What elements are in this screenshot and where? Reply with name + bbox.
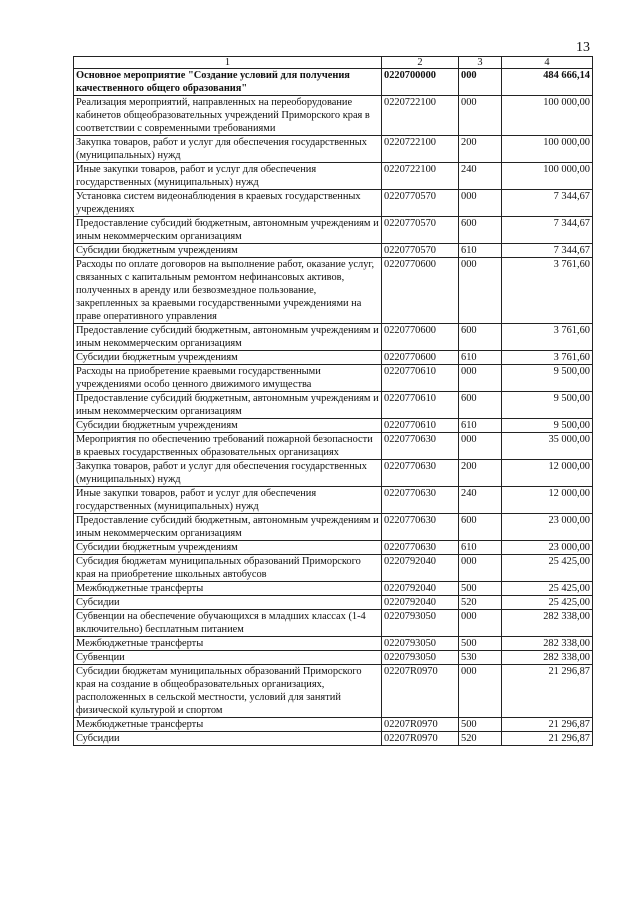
- row-amount-cell: 12 000,00: [502, 460, 593, 487]
- row-code-cell: 0220770600: [382, 258, 459, 324]
- row-name-cell: Межбюджетные трансферты: [74, 582, 382, 596]
- table-row: [74, 582, 593, 596]
- row-type-cell: 500: [459, 582, 502, 596]
- table-row: [74, 244, 593, 258]
- row-amount-cell: 7 344,67: [502, 244, 593, 258]
- row-code-cell: 02207R0970: [382, 732, 459, 746]
- row-code-cell: 0220793050: [382, 610, 459, 637]
- header-col-4: 4: [502, 57, 593, 69]
- row-type-cell: 000: [459, 258, 502, 324]
- row-code-cell: 0220770570: [382, 190, 459, 217]
- table-row: [74, 258, 593, 324]
- row-amount-cell: 9 500,00: [502, 419, 593, 433]
- row-type-cell: 000: [459, 365, 502, 392]
- row-code-cell: 0220792040: [382, 582, 459, 596]
- row-code-cell: 0220770630: [382, 433, 459, 460]
- row-amount-cell: 25 425,00: [502, 555, 593, 582]
- row-type-cell: 000: [459, 555, 502, 582]
- row-amount-cell: 23 000,00: [502, 541, 593, 555]
- row-amount-cell: 3 761,60: [502, 324, 593, 351]
- row-amount-cell: 100 000,00: [502, 96, 593, 136]
- header-col-1: 1: [74, 57, 382, 69]
- row-code-cell: 0220793050: [382, 651, 459, 665]
- row-code-cell: 0220770630: [382, 514, 459, 541]
- row-name-cell: Субсидии: [74, 732, 382, 746]
- row-code-cell: 0220792040: [382, 596, 459, 610]
- row-name-cell: Субсидия бюджетам муниципальных образований Приморского края на приобретение школьных автобусов: [74, 555, 382, 582]
- row-code-cell: 0220770610: [382, 392, 459, 419]
- table-row: [74, 541, 593, 555]
- row-type-cell: 000: [459, 433, 502, 460]
- table-header-row: [74, 57, 593, 69]
- row-type-cell: 000: [459, 665, 502, 718]
- row-type-cell: 600: [459, 324, 502, 351]
- table-row: [74, 460, 593, 487]
- row-type-cell: 530: [459, 651, 502, 665]
- table-row: [74, 651, 593, 665]
- row-amount-cell: 484 666,14: [502, 69, 593, 96]
- table-row: [74, 365, 593, 392]
- row-type-cell: 610: [459, 419, 502, 433]
- row-type-cell: 000: [459, 610, 502, 637]
- row-amount-cell: 23 000,00: [502, 514, 593, 541]
- row-amount-cell: 25 425,00: [502, 582, 593, 596]
- table-row: [74, 324, 593, 351]
- row-code-cell: 0220770600: [382, 351, 459, 365]
- row-code-cell: 0220770630: [382, 541, 459, 555]
- page-number: 13: [576, 40, 590, 55]
- row-name-cell: Субвенции: [74, 651, 382, 665]
- row-amount-cell: 35 000,00: [502, 433, 593, 460]
- row-name-cell: Субсидии бюджетным учреждениям: [74, 419, 382, 433]
- row-type-cell: 600: [459, 514, 502, 541]
- row-name-cell: Расходы по оплате договоров на выполнение работ, оказание услуг, связанных с капитальным ремонтом нефинансовых активов, полученных в аренду или безвозмездное пользование, закрепленных за краевыми государственными учреждениями на праве оперативного управления: [74, 258, 382, 324]
- header-col-2: 2: [382, 57, 459, 69]
- row-type-cell: 600: [459, 392, 502, 419]
- row-amount-cell: 25 425,00: [502, 596, 593, 610]
- row-code-cell: 0220792040: [382, 555, 459, 582]
- row-code-cell: 0220770570: [382, 244, 459, 258]
- row-code-cell: 0220770630: [382, 487, 459, 514]
- row-amount-cell: 7 344,67: [502, 217, 593, 244]
- row-amount-cell: 100 000,00: [502, 136, 593, 163]
- row-name-cell: Реализация мероприятий, направленных на переоборудование кабинетов общеобразовательных учреждений Приморского края в соответствии с современными требованиями: [74, 96, 382, 136]
- row-name-cell: Иные закупки товаров, работ и услуг для обеспечения государственных (муниципальных) нужд: [74, 163, 382, 190]
- row-amount-cell: 100 000,00: [502, 163, 593, 190]
- row-name-cell: Предоставление субсидий бюджетным, автономным учреждениям и иным некоммерческим организациям: [74, 217, 382, 244]
- table-row: [74, 610, 593, 637]
- row-name-cell: Мероприятия по обеспечению требований пожарной безопасности в краевых государственных образовательных организациях: [74, 433, 382, 460]
- row-amount-cell: 282 338,00: [502, 651, 593, 665]
- row-amount-cell: 3 761,60: [502, 258, 593, 324]
- table-row: [74, 217, 593, 244]
- row-name-cell: Межбюджетные трансферты: [74, 718, 382, 732]
- row-type-cell: 610: [459, 541, 502, 555]
- table-row: [74, 487, 593, 514]
- row-name-cell: Предоставление субсидий бюджетным, автономным учреждениям и иным некоммерческим организациям: [74, 514, 382, 541]
- table-row: [74, 96, 593, 136]
- row-name-cell: Субвенции на обеспечение обучающихся в младших классах (1-4 включительно) бесплатным питанием: [74, 610, 382, 637]
- header-col-3: 3: [459, 57, 502, 69]
- row-amount-cell: 9 500,00: [502, 365, 593, 392]
- row-amount-cell: 282 338,00: [502, 637, 593, 651]
- row-type-cell: 600: [459, 217, 502, 244]
- row-name-cell: Установка систем видеонаблюдения в краевых государственных учреждениях: [74, 190, 382, 217]
- row-code-cell: 02207R0970: [382, 718, 459, 732]
- row-name-cell: Предоставление субсидий бюджетным, автономным учреждениям и иным некоммерческим организациям: [74, 324, 382, 351]
- row-name-cell: Предоставление субсидий бюджетным, автономным учреждениям и иным некоммерческим организациям: [74, 392, 382, 419]
- row-type-cell: 520: [459, 732, 502, 746]
- row-code-cell: 0220722100: [382, 136, 459, 163]
- row-amount-cell: 21 296,87: [502, 718, 593, 732]
- row-type-cell: 240: [459, 163, 502, 190]
- row-amount-cell: 3 761,60: [502, 351, 593, 365]
- table-row: [74, 351, 593, 365]
- row-name-cell: Закупка товаров, работ и услуг для обеспечения государственных (муниципальных) нужд: [74, 460, 382, 487]
- table-row: [74, 392, 593, 419]
- row-code-cell: 0220770570: [382, 217, 459, 244]
- row-type-cell: 610: [459, 244, 502, 258]
- table-row: [74, 596, 593, 610]
- row-type-cell: 200: [459, 460, 502, 487]
- row-name-cell: Основное мероприятие "Создание условий для получения качественного общего образования": [74, 69, 382, 96]
- table-row: [74, 637, 593, 651]
- table-row: [74, 718, 593, 732]
- row-code-cell: 0220793050: [382, 637, 459, 651]
- row-type-cell: 520: [459, 596, 502, 610]
- row-name-cell: Субсидии бюджетным учреждениям: [74, 244, 382, 258]
- row-name-cell: Межбюджетные трансферты: [74, 637, 382, 651]
- row-amount-cell: 9 500,00: [502, 392, 593, 419]
- row-name-cell: Закупка товаров, работ и услуг для обеспечения государственных (муниципальных) нужд: [74, 136, 382, 163]
- row-code-cell: 0220770630: [382, 460, 459, 487]
- row-code-cell: 0220700000: [382, 69, 459, 96]
- row-code-cell: 0220722100: [382, 163, 459, 190]
- row-code-cell: 0220770600: [382, 324, 459, 351]
- table-row: [74, 136, 593, 163]
- table-row: [74, 514, 593, 541]
- table-row: [74, 433, 593, 460]
- table-row: [74, 190, 593, 217]
- row-type-cell: 610: [459, 351, 502, 365]
- row-type-cell: 000: [459, 190, 502, 217]
- row-amount-cell: 7 344,67: [502, 190, 593, 217]
- table-row: [74, 665, 593, 718]
- row-type-cell: 000: [459, 96, 502, 136]
- row-amount-cell: 282 338,00: [502, 610, 593, 637]
- table-row: [74, 163, 593, 190]
- row-type-cell: 500: [459, 718, 502, 732]
- row-name-cell: Субсидии бюджетным учреждениям: [74, 541, 382, 555]
- row-amount-cell: 21 296,87: [502, 732, 593, 746]
- table-row: [74, 555, 593, 582]
- row-name-cell: Субсидии: [74, 596, 382, 610]
- row-name-cell: Субсидии бюджетам муниципальных образований Приморского края на создание в общеобразовательных организациях, расположенных в сельской местности, условий для занятий физической культурой и спортом: [74, 665, 382, 718]
- row-name-cell: Субсидии бюджетным учреждениям: [74, 351, 382, 365]
- row-code-cell: 02207R0970: [382, 665, 459, 718]
- table-row: [74, 69, 593, 96]
- row-name-cell: Иные закупки товаров, работ и услуг для обеспечения государственных (муниципальных) нужд: [74, 487, 382, 514]
- budget-table: [73, 56, 593, 746]
- row-amount-cell: 21 296,87: [502, 665, 593, 718]
- row-type-cell: 500: [459, 637, 502, 651]
- row-code-cell: 0220770610: [382, 419, 459, 433]
- row-type-cell: 200: [459, 136, 502, 163]
- table-row: [74, 732, 593, 746]
- table-row: [74, 419, 593, 433]
- row-code-cell: 0220722100: [382, 96, 459, 136]
- row-type-cell: 000: [459, 69, 502, 96]
- row-code-cell: 0220770610: [382, 365, 459, 392]
- row-amount-cell: 12 000,00: [502, 487, 593, 514]
- row-name-cell: Расходы на приобретение краевыми государственными учреждениями особо ценного движимого имущества: [74, 365, 382, 392]
- row-type-cell: 240: [459, 487, 502, 514]
